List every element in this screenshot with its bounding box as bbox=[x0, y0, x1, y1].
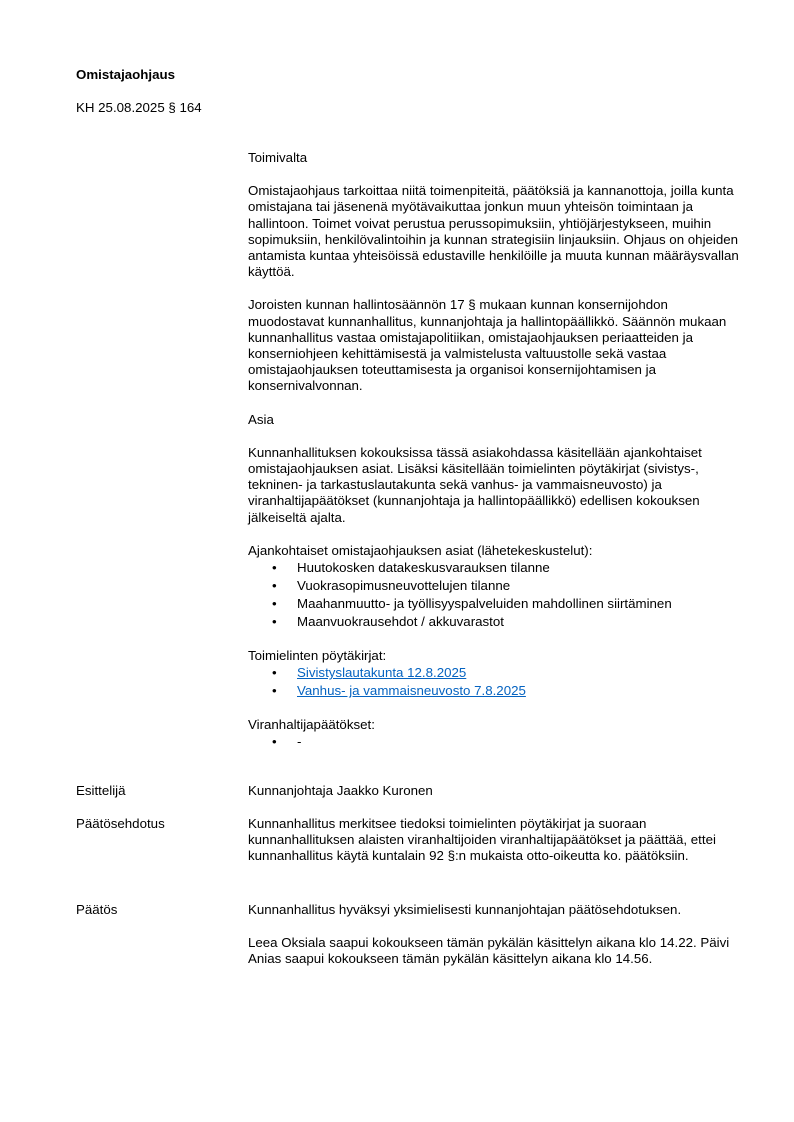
list-item-text: Huutokosken datakeskusvarauksen tilanne bbox=[297, 560, 550, 576]
bullet-list-viranhaltija bbox=[248, 733, 740, 751]
label-paatos: Päätös bbox=[76, 902, 118, 917]
bullet-icon: • bbox=[272, 614, 277, 630]
list-item-text: Maanvuokrausehdot / akkuvarastot bbox=[297, 614, 504, 630]
list-heading-viranhaltija: Viranhaltijapäätökset: bbox=[248, 717, 375, 733]
list-item-text: - bbox=[297, 734, 302, 750]
list-item-text: Vuokrasopimusneuvottelujen tilanne bbox=[297, 578, 511, 594]
link-sivistyslautakunta[interactable]: Sivistyslautakunta 12.8.2025 bbox=[297, 665, 467, 681]
list-item bbox=[248, 559, 740, 577]
bullet-icon: • bbox=[272, 596, 277, 612]
list-item bbox=[248, 613, 740, 631]
value-paatosehdotus: Kunnanhallitus merkitsee tiedoksi toimielinten pöytäkirjat ja suoraan kunnanhallituksen alaisten viranhaltijoiden viranhaltijapäätökset ja päättää, ettei kunnanhallitus käytä kuntalain 92 §:n mukaista otto-oikeutta ko. päätöksiin. bbox=[248, 816, 716, 864]
section-heading-asia: Asia bbox=[248, 411, 274, 427]
document-body bbox=[248, 150, 740, 768]
meeting-reference: KH 25.08.2025 § 164 bbox=[76, 100, 202, 115]
bullet-list-poytakirjat bbox=[248, 664, 740, 700]
bullet-icon: • bbox=[272, 683, 277, 699]
paragraph: Kunnanhallitus hyväksyi yksimielisesti kunnanjohtajan päätösehdotuksen. bbox=[248, 902, 682, 917]
value-esittelija: Kunnanjohtaja Jaakko Kuronen bbox=[248, 783, 433, 798]
value-paatos bbox=[248, 902, 740, 985]
bullet-icon: • bbox=[272, 578, 277, 594]
section-heading-toimivalta: Toimivalta bbox=[248, 150, 308, 165]
list-item bbox=[248, 577, 740, 595]
bullet-icon: • bbox=[272, 560, 277, 576]
paragraph: Joroisten kunnan hallintosäännön 17 § mukaan kunnan konsernijohdon muodostavat kunnanhallitus, kunnanjohtaja ja hallintopäällikkö. Säännön mukaan kunnanhallitus vastaa omistajapolitiikan, omistajaohjauksen periaatteiden ja konserniohjeen kehittämisestä ja valmistelusta valtuustolle sekä vastaa omistajaohjauksen toteuttamisesta ja organisoi konsernijohtamisen ja konsernivalvonnan. bbox=[248, 297, 727, 394]
list-heading-ajankohtaiset: Ajankohtaiset omistajaohjauksen asiat (lähetekeskustelut): bbox=[248, 542, 593, 558]
list-heading-poytakirjat: Toimielinten pöytäkirjat: bbox=[248, 648, 387, 664]
list-item bbox=[248, 595, 740, 613]
list-item-text: Maahanmuutto- ja työllisyyspalveluiden mahdollinen siirtäminen bbox=[297, 596, 672, 612]
paragraph: Omistajaohjaus tarkoittaa niitä toimenpiteitä, päätöksiä ja kannanottoja, joilla kunta omistajana tai jäsenenä myötävaikuttaa jonkun muun yhteisön toimintaan ja hallintoon. Toimet voivat perustua perussopimuksiin, yhtiöjärjestykseen, muihin sopimuksiin, henkilövalintoihin ja kunnan strategisiin linjauksiin. Ohjaus on ohjeiden antamista kuntaa yhteisöissä edustaville henkilöille ja muuta kunnan määräysvallan käyttöä. bbox=[248, 183, 739, 280]
paragraph: Leea Oksiala saapui kokoukseen tämän pykälän käsittelyn aikana klo 14.22. Päivi Anias saapui kokoukseen tämän pykälän käsittelyn aikana klo 14.56. bbox=[248, 935, 730, 967]
label-esittelija: Esittelijä bbox=[76, 783, 126, 798]
bullet-icon: • bbox=[272, 734, 277, 750]
link-vanhus-ja-vammaisneuvosto[interactable]: Vanhus- ja vammaisneuvosto 7.8.2025 bbox=[297, 683, 526, 699]
label-paatosehdotus: Päätösehdotus bbox=[76, 816, 165, 831]
paragraph: Kunnanhallituksen kokouksissa tässä asiakohdassa käsitellään ajankohtaiset omistajaohjauksen asiat. Lisäksi käsitellään toimielinten pöytäkirjat (sivistys-, tekninen- ja tarkastuslautakunta sekä vanhus- ja vammaisneuvosto) ja viranhaltijapäätökset (kunnanjohtaja ja hallintopäällikkö) edellisen kokouksen jälkeiseltä ajalta. bbox=[248, 444, 702, 525]
list-item bbox=[248, 664, 740, 682]
list-item bbox=[248, 733, 740, 751]
bullet-icon: • bbox=[272, 665, 277, 681]
list-item bbox=[248, 682, 740, 700]
document-title: Omistajaohjaus bbox=[76, 67, 176, 82]
bullet-list-ajankohtaiset bbox=[248, 559, 740, 631]
